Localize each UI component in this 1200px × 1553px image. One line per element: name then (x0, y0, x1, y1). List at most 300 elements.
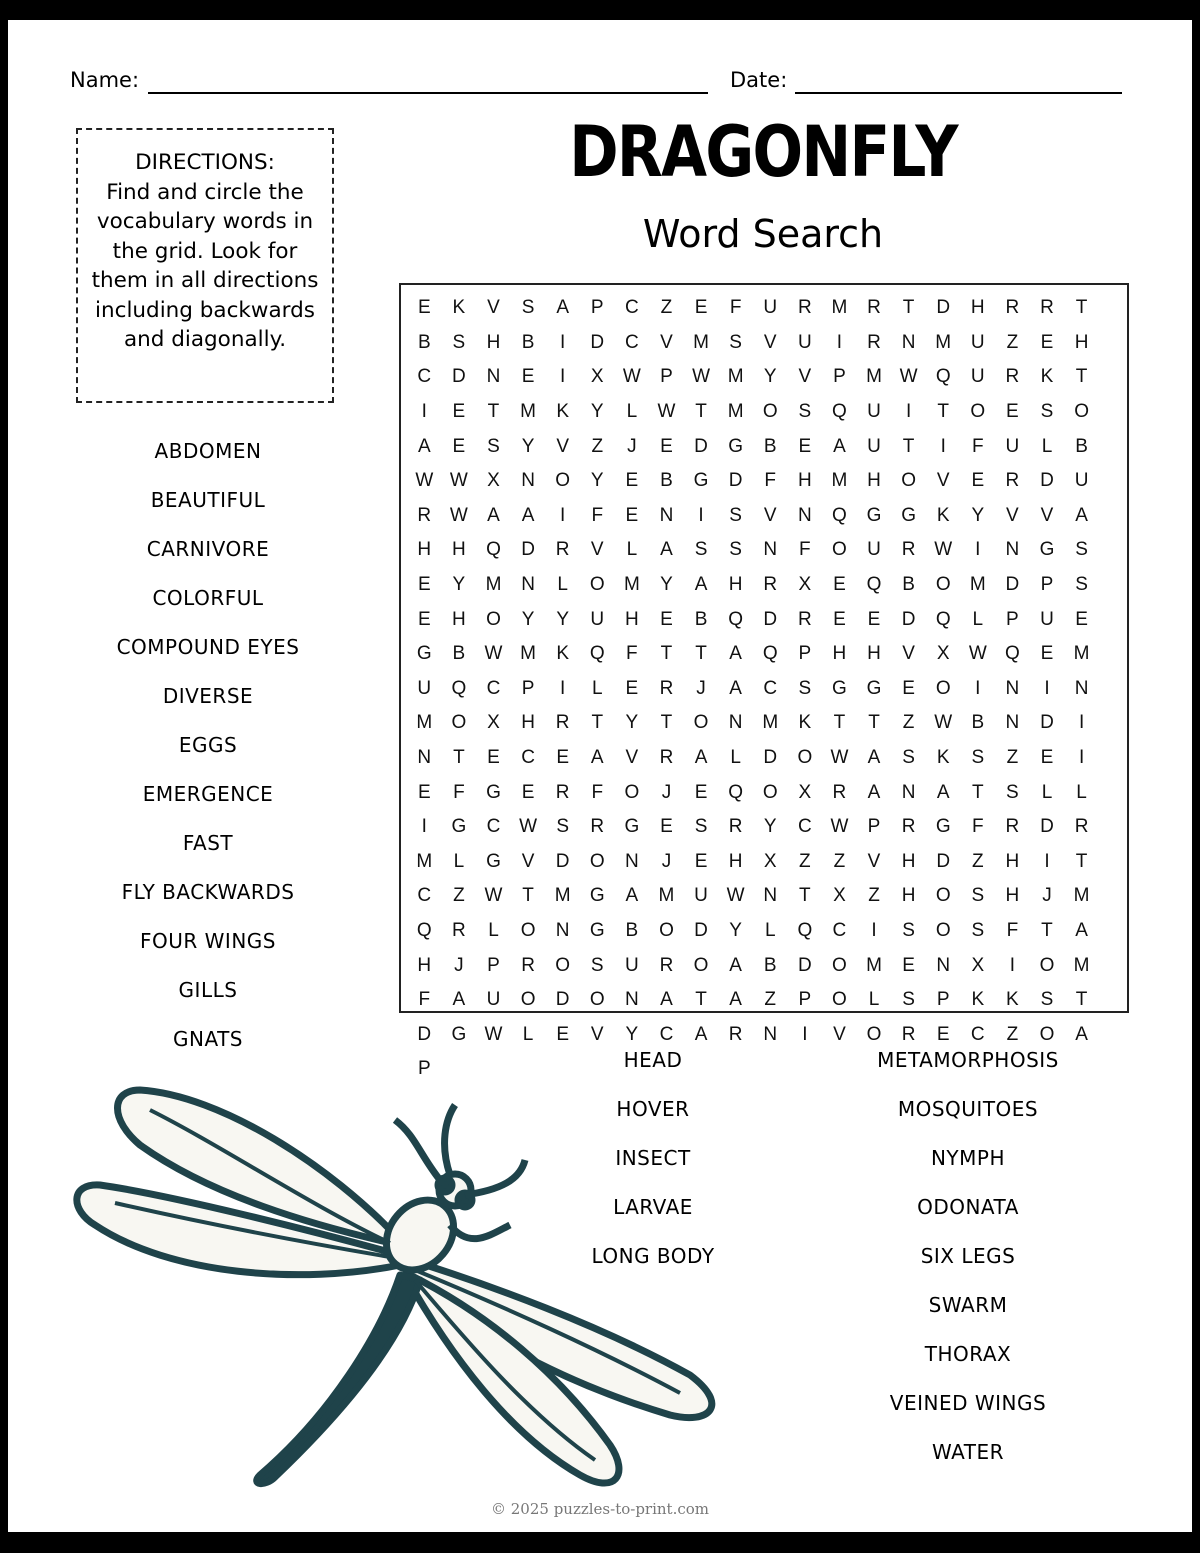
grid-cell[interactable]: L (1041, 781, 1053, 803)
grid-cell[interactable]: Z (868, 885, 880, 907)
grid-cell[interactable]: Y (763, 816, 777, 838)
grid-cell[interactable]: F (799, 539, 811, 561)
grid-cell[interactable]: S (729, 504, 742, 526)
grid-cell[interactable]: M (762, 712, 779, 734)
grid-cell[interactable]: Q (935, 366, 951, 388)
grid-cell[interactable]: N (763, 885, 778, 907)
grid-cell[interactable]: X (971, 954, 985, 976)
grid-cell[interactable]: R (1005, 816, 1020, 838)
grid-cell[interactable]: D (1040, 816, 1054, 838)
grid-cell[interactable]: E (660, 816, 673, 838)
grid-cell[interactable]: A (729, 954, 742, 976)
grid-cell[interactable]: K (556, 401, 570, 423)
grid-cell[interactable]: L (522, 1023, 534, 1045)
grid-cell[interactable]: E (556, 1023, 570, 1045)
grid-cell[interactable]: L (972, 608, 984, 630)
grid-cell[interactable]: M (935, 331, 952, 353)
grid-cell[interactable]: V (590, 539, 604, 561)
grid-cell[interactable]: Q (935, 608, 951, 630)
grid-cell[interactable]: H (728, 850, 743, 872)
grid-cell[interactable]: S (1075, 574, 1088, 596)
grid-cell[interactable]: B (452, 643, 466, 665)
grid-cell[interactable]: Z (833, 850, 846, 872)
grid-cell[interactable]: U (417, 677, 432, 699)
grid-cell[interactable]: G (866, 504, 882, 526)
grid-cell[interactable]: E (521, 781, 535, 803)
grid-cell[interactable]: V (902, 643, 915, 665)
grid-cell[interactable]: I (421, 401, 427, 423)
grid-cell[interactable]: J (661, 850, 672, 872)
grid-cell[interactable]: O (866, 1023, 882, 1045)
grid-cell[interactable]: N (624, 850, 639, 872)
grid-cell[interactable]: U (624, 954, 639, 976)
grid-cell[interactable]: H (452, 608, 466, 630)
grid-cell[interactable]: T (1075, 366, 1088, 388)
grid-cell[interactable]: V (1006, 504, 1019, 526)
grid-cell[interactable]: S (590, 954, 604, 976)
grid-cell[interactable]: T (522, 885, 534, 907)
grid-cell[interactable]: R (901, 816, 916, 838)
grid-cell[interactable]: R (659, 954, 674, 976)
grid-cell[interactable]: P (936, 989, 950, 1011)
grid-cell[interactable]: R (659, 747, 674, 769)
name-field[interactable] (148, 92, 708, 94)
grid-cell[interactable]: O (555, 954, 571, 976)
grid-cell[interactable]: S (1040, 401, 1054, 423)
grid-cell[interactable]: Z (764, 989, 777, 1011)
grid-cell[interactable]: N (555, 919, 570, 941)
grid-cell[interactable]: N (417, 747, 432, 769)
grid-cell[interactable]: U (970, 366, 985, 388)
grid-cell[interactable]: U (590, 608, 605, 630)
grid-cell[interactable]: W (622, 366, 641, 388)
grid-cell[interactable]: T (1075, 850, 1088, 872)
grid-cell[interactable]: A (660, 989, 673, 1011)
grid-cell[interactable]: S (1006, 781, 1019, 803)
grid-cell[interactable]: B (763, 435, 777, 457)
grid-cell[interactable]: S (1040, 989, 1054, 1011)
grid-cell[interactable]: E (694, 850, 708, 872)
grid-cell[interactable]: E (833, 608, 846, 630)
grid-cell[interactable]: U (797, 331, 812, 353)
grid-cell[interactable]: T (660, 643, 673, 665)
grid-cell[interactable]: W (830, 747, 849, 769)
grid-cell[interactable]: R (1074, 816, 1089, 838)
grid-cell[interactable]: S (487, 435, 500, 457)
grid-cell[interactable]: U (486, 989, 501, 1011)
grid-cell[interactable]: E (417, 574, 431, 596)
grid-cell[interactable]: F (971, 816, 984, 838)
grid-cell[interactable]: A (590, 747, 604, 769)
grid-cell[interactable]: R (659, 677, 674, 699)
grid-cell[interactable]: N (797, 504, 812, 526)
grid-cell[interactable]: Y (590, 470, 604, 492)
grid-cell[interactable]: V (867, 850, 881, 872)
grid-cell[interactable]: M (485, 574, 502, 596)
grid-cell[interactable]: Y (521, 608, 535, 630)
grid-cell[interactable]: Z (591, 435, 604, 457)
grid-cell[interactable]: V (798, 366, 812, 388)
grid-cell[interactable]: Q (728, 781, 744, 803)
grid-cell[interactable]: Z (1006, 1023, 1019, 1045)
grid-cell[interactable]: T (868, 712, 880, 734)
grid-cell[interactable]: H (867, 470, 881, 492)
grid-cell[interactable]: O (762, 781, 778, 803)
grid-cell[interactable]: O (589, 574, 605, 596)
grid-cell[interactable]: A (452, 989, 466, 1011)
grid-cell[interactable]: W (726, 885, 745, 907)
grid-cell[interactable]: D (555, 850, 570, 872)
grid-cell[interactable]: L (730, 747, 741, 769)
grid-cell[interactable]: K (1006, 989, 1019, 1011)
grid-cell[interactable]: D (936, 297, 951, 319)
grid-cell[interactable]: L (626, 401, 638, 423)
grid-cell[interactable]: I (1078, 747, 1085, 769)
grid-cell[interactable]: P (867, 816, 881, 838)
grid-cell[interactable]: C (970, 1023, 985, 1045)
grid-cell[interactable]: O (693, 954, 709, 976)
grid-cell[interactable]: K (936, 747, 950, 769)
grid-cell[interactable]: A (660, 539, 673, 561)
grid-cell[interactable]: Q (486, 539, 501, 561)
grid-cell[interactable]: O (624, 781, 640, 803)
grid-cell[interactable]: W (968, 643, 987, 665)
grid-cell[interactable]: D (936, 850, 951, 872)
grid-cell[interactable]: J (1042, 885, 1052, 907)
grid-cell[interactable]: H (452, 539, 466, 561)
grid-cell[interactable]: X (798, 781, 812, 803)
grid-cell[interactable]: V (556, 435, 570, 457)
grid-cell[interactable]: X (487, 712, 500, 734)
grid-cell[interactable]: D (763, 608, 778, 630)
grid-cell[interactable]: X (487, 470, 500, 492)
grid-cell[interactable]: L (1076, 781, 1087, 803)
grid-cell[interactable]: M (727, 366, 744, 388)
grid-cell[interactable]: R (1040, 297, 1054, 319)
grid-cell[interactable]: W (484, 1023, 503, 1045)
grid-cell[interactable]: A (694, 1023, 708, 1045)
grid-cell[interactable]: I (836, 331, 843, 353)
grid-cell[interactable]: T (695, 401, 707, 423)
grid-cell[interactable]: S (798, 401, 812, 423)
grid-cell[interactable]: I (975, 539, 981, 561)
grid-cell[interactable]: N (1005, 539, 1020, 561)
grid-cell[interactable]: M (866, 954, 882, 976)
grid-cell[interactable]: W (449, 470, 468, 492)
grid-cell[interactable]: T (660, 712, 673, 734)
grid-cell[interactable]: O (1039, 954, 1055, 976)
grid-cell[interactable]: W (415, 470, 434, 492)
grid-cell[interactable]: W (657, 401, 676, 423)
grid-cell[interactable]: J (661, 781, 672, 803)
grid-cell[interactable]: R (555, 712, 570, 734)
grid-cell[interactable]: Y (660, 574, 673, 596)
grid-cell[interactable]: T (799, 885, 811, 907)
grid-cell[interactable]: M (831, 297, 848, 319)
grid-cell[interactable]: E (452, 401, 466, 423)
grid-cell[interactable]: C (486, 816, 501, 838)
grid-cell[interactable]: S (902, 989, 915, 1011)
grid-cell[interactable]: X (763, 850, 777, 872)
grid-cell[interactable]: V (660, 331, 673, 353)
grid-cell[interactable]: A (694, 747, 708, 769)
grid-cell[interactable]: A (1075, 504, 1088, 526)
grid-cell[interactable]: I (905, 401, 912, 423)
grid-cell[interactable]: A (487, 504, 500, 526)
grid-cell[interactable]: U (1074, 470, 1089, 492)
grid-cell[interactable]: U (1005, 435, 1020, 457)
grid-cell[interactable]: T (1075, 989, 1088, 1011)
grid-cell[interactable]: H (901, 850, 916, 872)
grid-cell[interactable]: A (556, 297, 570, 319)
grid-cell[interactable]: P (487, 954, 500, 976)
grid-cell[interactable]: Z (453, 885, 465, 907)
grid-cell[interactable]: A (833, 435, 846, 457)
grid-cell[interactable]: Z (1006, 747, 1019, 769)
grid-cell[interactable]: B (1075, 435, 1088, 457)
grid-cell[interactable]: P (590, 297, 604, 319)
grid-cell[interactable]: W (934, 539, 953, 561)
grid-cell[interactable]: Y (521, 435, 535, 457)
grid-cell[interactable]: E (521, 366, 535, 388)
grid-cell[interactable]: S (971, 885, 985, 907)
grid-cell[interactable]: L (557, 574, 568, 596)
grid-cell[interactable]: S (729, 539, 742, 561)
grid-cell[interactable]: D (728, 470, 743, 492)
grid-cell[interactable]: F (591, 781, 604, 803)
grid-cell[interactable]: D (452, 366, 466, 388)
grid-cell[interactable]: A (521, 504, 535, 526)
grid-cell[interactable]: L (1041, 435, 1053, 457)
grid-cell[interactable]: M (1073, 885, 1090, 907)
grid-cell[interactable]: J (627, 435, 637, 457)
grid-cell[interactable]: E (625, 504, 639, 526)
grid-cell[interactable]: U (867, 435, 881, 457)
grid-cell[interactable]: N (901, 331, 916, 353)
grid-cell[interactable]: K (936, 504, 950, 526)
grid-cell[interactable]: Q (762, 643, 778, 665)
grid-cell[interactable]: G (589, 885, 605, 907)
grid-cell[interactable]: E (1040, 747, 1054, 769)
grid-cell[interactable]: Y (452, 574, 466, 596)
grid-cell[interactable]: G (693, 470, 709, 492)
grid-cell[interactable]: A (1075, 919, 1088, 941)
grid-cell[interactable]: O (832, 539, 847, 561)
grid-cell[interactable]: R (452, 919, 466, 941)
grid-cell[interactable]: W (449, 504, 468, 526)
grid-cell[interactable]: T (937, 401, 949, 423)
grid-cell[interactable]: P (1040, 574, 1054, 596)
grid-cell[interactable]: T (591, 712, 604, 734)
grid-cell[interactable]: G (935, 816, 951, 838)
grid-cell[interactable]: O (935, 677, 951, 699)
grid-cell[interactable]: Z (799, 850, 811, 872)
grid-cell[interactable]: E (902, 954, 915, 976)
grid-cell[interactable]: E (556, 747, 570, 769)
grid-cell[interactable]: O (797, 747, 813, 769)
grid-cell[interactable]: I (802, 1023, 808, 1045)
grid-cell[interactable]: C (486, 677, 501, 699)
grid-cell[interactable]: R (521, 954, 535, 976)
grid-cell[interactable]: G (1039, 539, 1055, 561)
grid-cell[interactable]: N (659, 504, 674, 526)
grid-cell[interactable]: C (832, 919, 847, 941)
grid-cell[interactable]: I (421, 816, 427, 838)
grid-cell[interactable]: B (660, 470, 673, 492)
grid-cell[interactable]: E (452, 435, 466, 457)
grid-cell[interactable]: O (1039, 1023, 1055, 1045)
grid-cell[interactable]: B (971, 712, 985, 734)
grid-cell[interactable]: I (975, 677, 981, 699)
grid-cell[interactable]: R (728, 1023, 743, 1045)
grid-cell[interactable]: D (901, 608, 916, 630)
grid-cell[interactable]: H (867, 643, 881, 665)
grid-cell[interactable]: T (902, 297, 915, 319)
grid-cell[interactable]: M (554, 885, 571, 907)
grid-cell[interactable]: N (1005, 712, 1020, 734)
grid-cell[interactable]: H (728, 574, 743, 596)
grid-cell[interactable]: G (486, 850, 501, 872)
grid-cell[interactable]: Q (832, 504, 847, 526)
grid-cell[interactable]: G (866, 677, 882, 699)
grid-cell[interactable]: O (589, 989, 605, 1011)
grid-cell[interactable]: C (417, 366, 432, 388)
grid-cell[interactable]: F (591, 504, 604, 526)
grid-cell[interactable]: C (521, 747, 535, 769)
grid-cell[interactable]: F (453, 781, 465, 803)
grid-cell[interactable]: F (971, 435, 984, 457)
grid-cell[interactable]: X (590, 366, 604, 388)
grid-cell[interactable]: T (902, 435, 915, 457)
grid-cell[interactable]: O (935, 574, 951, 596)
grid-cell[interactable]: B (902, 574, 915, 596)
grid-cell[interactable]: H (901, 885, 916, 907)
grid-cell[interactable]: A (729, 677, 742, 699)
grid-cell[interactable]: A (867, 747, 881, 769)
grid-cell[interactable]: G (624, 816, 640, 838)
grid-cell[interactable]: W (934, 712, 953, 734)
grid-cell[interactable]: M (416, 850, 433, 872)
grid-cell[interactable]: P (833, 366, 846, 388)
grid-cell[interactable]: G (728, 435, 744, 457)
grid-cell[interactable]: Y (729, 919, 742, 941)
grid-cell[interactable]: I (560, 366, 566, 388)
grid-cell[interactable]: I (560, 331, 566, 353)
grid-cell[interactable]: E (833, 574, 846, 596)
grid-cell[interactable]: T (695, 989, 707, 1011)
grid-cell[interactable]: R (867, 331, 881, 353)
grid-cell[interactable]: D (1040, 712, 1054, 734)
grid-cell[interactable]: G (589, 919, 605, 941)
grid-cell[interactable]: X (798, 574, 812, 596)
grid-cell[interactable]: I (1009, 954, 1016, 976)
grid-cell[interactable]: I (1078, 712, 1085, 734)
grid-cell[interactable]: H (417, 539, 432, 561)
grid-cell[interactable]: B (521, 331, 535, 353)
grid-cell[interactable]: D (1005, 574, 1020, 596)
grid-cell[interactable]: M (1073, 643, 1090, 665)
grid-cell[interactable]: E (660, 608, 673, 630)
grid-cell[interactable]: O (659, 919, 674, 941)
grid-cell[interactable]: S (452, 331, 466, 353)
grid-cell[interactable]: O (762, 401, 778, 423)
grid-cell[interactable]: Q (451, 677, 467, 699)
grid-cell[interactable]: Q (728, 608, 744, 630)
grid-cell[interactable]: I (940, 435, 946, 457)
grid-cell[interactable]: A (417, 435, 431, 457)
grid-cell[interactable]: M (831, 470, 848, 492)
grid-cell[interactable]: U (970, 331, 985, 353)
grid-cell[interactable]: H (521, 712, 535, 734)
grid-cell[interactable]: O (589, 850, 605, 872)
grid-cell[interactable]: O (693, 712, 709, 734)
grid-cell[interactable]: M (416, 712, 433, 734)
grid-cell[interactable]: U (694, 885, 708, 907)
grid-cell[interactable]: E (417, 297, 431, 319)
grid-cell[interactable]: S (694, 539, 708, 561)
grid-cell[interactable]: M (866, 366, 882, 388)
grid-cell[interactable]: A (936, 781, 950, 803)
grid-cell[interactable]: W (830, 816, 849, 838)
grid-cell[interactable]: N (521, 470, 535, 492)
grid-cell[interactable]: D (590, 331, 605, 353)
grid-cell[interactable]: E (936, 1023, 950, 1045)
grid-cell[interactable]: J (696, 677, 706, 699)
grid-cell[interactable]: M (1073, 954, 1090, 976)
grid-cell[interactable]: R (901, 1023, 916, 1045)
grid-cell[interactable]: T (833, 712, 846, 734)
grid-cell[interactable]: S (971, 919, 985, 941)
grid-cell[interactable]: M (520, 643, 536, 665)
grid-cell[interactable]: V (590, 1023, 604, 1045)
grid-cell[interactable]: V (1040, 504, 1054, 526)
grid-cell[interactable]: N (521, 574, 535, 596)
grid-cell[interactable]: I (1044, 850, 1050, 872)
grid-cell[interactable]: F (764, 470, 777, 492)
grid-cell[interactable]: T (971, 781, 984, 803)
grid-cell[interactable]: Q (832, 401, 847, 423)
grid-cell[interactable]: Z (1006, 331, 1019, 353)
grid-cell[interactable]: V (833, 1023, 846, 1045)
grid-cell[interactable]: D (694, 435, 708, 457)
grid-cell[interactable]: R (832, 781, 847, 803)
grid-cell[interactable]: E (660, 435, 673, 457)
grid-cell[interactable]: Y (763, 366, 777, 388)
grid-cell[interactable]: A (867, 781, 881, 803)
grid-cell[interactable]: E (417, 608, 431, 630)
grid-cell[interactable]: S (556, 816, 570, 838)
grid-cell[interactable]: H (1005, 885, 1020, 907)
grid-cell[interactable]: L (626, 539, 638, 561)
grid-cell[interactable]: L (488, 919, 499, 941)
grid-cell[interactable]: Z (660, 297, 673, 319)
grid-cell[interactable]: U (867, 539, 881, 561)
grid-cell[interactable]: I (1044, 677, 1050, 699)
grid-cell[interactable]: O (451, 712, 467, 734)
grid-cell[interactable]: S (1075, 539, 1088, 561)
grid-cell[interactable]: I (698, 504, 704, 526)
grid-cell[interactable]: N (486, 366, 501, 388)
grid-cell[interactable]: D (797, 954, 812, 976)
grid-cell[interactable]: D (694, 919, 708, 941)
grid-cell[interactable]: Y (556, 608, 570, 630)
grid-cell[interactable]: N (936, 954, 951, 976)
grid-cell[interactable]: L (764, 919, 776, 941)
grid-cell[interactable]: O (486, 608, 501, 630)
grid-cell[interactable]: B (417, 331, 431, 353)
grid-cell[interactable]: R (417, 504, 432, 526)
grid-cell[interactable]: E (1075, 608, 1088, 630)
